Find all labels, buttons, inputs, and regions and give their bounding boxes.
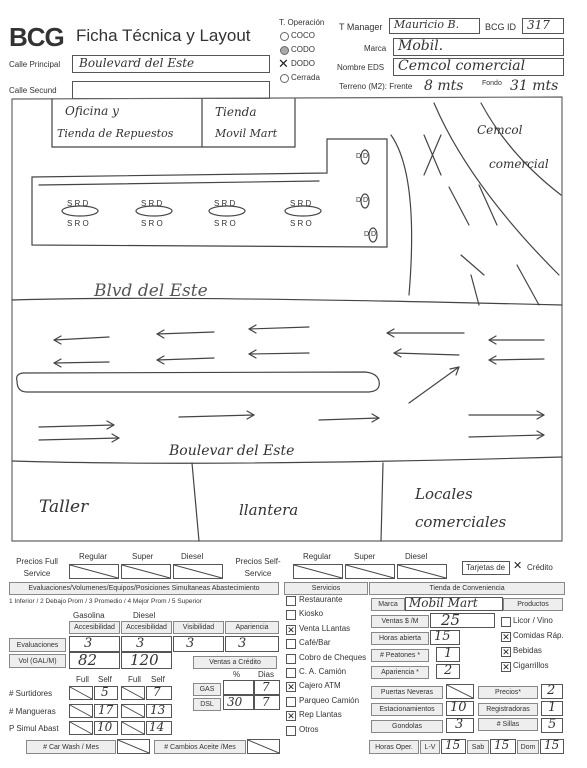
estacionamientos-field[interactable] bbox=[446, 701, 474, 716]
tarjetas-box bbox=[462, 561, 510, 575]
vol-value-gas: 82 bbox=[78, 651, 98, 669]
sab-value: 15 bbox=[494, 738, 510, 752]
gas-dias-value: 7 bbox=[262, 680, 270, 694]
evaluaciones-label: Evaluaciones bbox=[9, 638, 66, 652]
gas-credit-pct[interactable] bbox=[223, 680, 254, 695]
productos-header: Productos bbox=[503, 598, 563, 611]
gondolas-value: 3 bbox=[455, 717, 464, 732]
page-title: Ficha Técnica y Layout bbox=[76, 26, 251, 45]
horas-abierta-field[interactable] bbox=[430, 630, 460, 645]
sketch-blvd: Blvd del Este bbox=[94, 281, 208, 301]
layout-sketch bbox=[9, 95, 565, 545]
option-cerrada-label: Cerrada bbox=[291, 73, 320, 82]
marca-value: Mobil. bbox=[398, 38, 444, 54]
precios-full-regular-header: Regular bbox=[79, 552, 108, 561]
surtidores-gas-full[interactable] bbox=[69, 686, 93, 700]
apariencia-tienda-value: 2 bbox=[444, 663, 453, 678]
sketch-taller: Taller bbox=[39, 497, 89, 517]
eval-value-2: 3 bbox=[136, 636, 145, 651]
dom-label: Dom bbox=[517, 740, 539, 754]
eval-accesibilidad-dsl[interactable] bbox=[121, 636, 172, 652]
option-coco-label: COCO bbox=[291, 31, 315, 40]
producto-label: Licor / Vino bbox=[513, 616, 553, 625]
car-wash-label: # Car Wash / Mes bbox=[26, 740, 116, 754]
radio-cerrada[interactable] bbox=[280, 74, 289, 83]
servicio-checkbox[interactable]: ✕ bbox=[287, 711, 295, 722]
producto-checkbox[interactable]: ✕ bbox=[502, 647, 510, 657]
surtidores-dsl-self[interactable] bbox=[146, 686, 172, 700]
precios-full-diesel-header: Diesel bbox=[181, 552, 204, 561]
registradoras-label: Registradoras bbox=[478, 703, 538, 716]
surtidores-label: # Surtidores bbox=[9, 689, 53, 698]
terreno-frente-value: 8 mts bbox=[424, 78, 464, 94]
surtidores-gas-value: 5 bbox=[101, 685, 109, 699]
servicio-label: Rep Llantas bbox=[299, 710, 342, 720]
servicio-label: Cobro de Cheques bbox=[299, 652, 367, 662]
ventas-credito-header: Ventas a Crédito bbox=[193, 656, 277, 669]
servicio-checkbox[interactable] bbox=[286, 654, 296, 664]
dsl-credit-dias[interactable] bbox=[254, 695, 280, 710]
terreno-label: Terreno (M2): Frente bbox=[339, 82, 413, 91]
dom-value: 15 bbox=[544, 738, 560, 752]
lv-value: 15 bbox=[445, 738, 461, 752]
tienda-header: Tienda de Conveniencia bbox=[369, 582, 565, 595]
servicio-checkbox[interactable] bbox=[286, 596, 296, 606]
mangueras-dsl-self[interactable] bbox=[146, 704, 172, 718]
sillas-label: # Sillas bbox=[478, 718, 538, 731]
producto-checkbox[interactable] bbox=[501, 617, 511, 627]
sketch-locales: Locales bbox=[415, 485, 473, 503]
cambios-aceite-field[interactable] bbox=[247, 739, 280, 754]
precios-self-label: Precios Self-Service bbox=[235, 557, 281, 578]
servicio-checkbox[interactable] bbox=[286, 697, 296, 707]
gondolas-field[interactable] bbox=[446, 718, 474, 733]
surtidores-dsl-full[interactable] bbox=[121, 686, 145, 700]
eval-value-3: 3 bbox=[186, 636, 195, 651]
fondo-value: 31 mts bbox=[510, 78, 559, 94]
sketch-cemcol: Cemcol bbox=[477, 123, 523, 137]
eval-accesibilidad-gas[interactable] bbox=[69, 636, 120, 652]
precio-self-diesel[interactable] bbox=[397, 564, 447, 579]
gas-credit-dias[interactable] bbox=[254, 680, 280, 695]
calle-principal-value: Boulevard del Este bbox=[79, 56, 195, 70]
radio-coco[interactable] bbox=[280, 32, 289, 41]
peatones-field[interactable] bbox=[436, 647, 460, 662]
producto-label: Comidas Ráp. bbox=[513, 631, 564, 640]
sab-label: Sab bbox=[467, 740, 489, 754]
pump-island-4-bottom: S R O bbox=[290, 219, 312, 228]
dsl-credit-label: DSL bbox=[193, 698, 221, 711]
sketch-drawing bbox=[9, 95, 565, 545]
horas-abierta-value: 15 bbox=[434, 629, 451, 644]
credito-label: Crédito bbox=[527, 563, 553, 572]
bcg-id-field[interactable] bbox=[522, 18, 564, 34]
servicio-checkbox[interactable] bbox=[286, 668, 296, 678]
precios-tienda-value: 2 bbox=[547, 683, 556, 698]
sketch-cemcol2: comercial bbox=[489, 157, 549, 171]
nombre-eds-label: Nombre EDS bbox=[337, 63, 385, 72]
mangueras-dsl-full[interactable] bbox=[121, 704, 145, 718]
precios-self-regular-header: Regular bbox=[303, 552, 332, 561]
mangueras-gas-self[interactable] bbox=[94, 704, 118, 718]
precio-full-diesel[interactable] bbox=[173, 564, 223, 579]
simul-dsl-full[interactable] bbox=[121, 721, 145, 735]
servicio-label: Venta LLantas bbox=[299, 623, 351, 633]
dias-header: Dias bbox=[258, 670, 275, 679]
servicio-checkbox[interactable] bbox=[286, 639, 296, 649]
nombre-eds-field[interactable] bbox=[393, 58, 564, 76]
simul-gas-full[interactable] bbox=[69, 721, 93, 735]
producto-label: Bebidas bbox=[513, 646, 542, 655]
t-manager-value: Mauricio B. bbox=[394, 18, 460, 31]
peatones-label: # Peatones * bbox=[371, 649, 429, 662]
tienda-marca-value: Mobil Mart bbox=[409, 596, 478, 610]
pump-island-3-top: S R D bbox=[214, 199, 236, 208]
gondolas-label: Gondolas bbox=[371, 720, 443, 733]
mangueras-gas-value: 17 bbox=[98, 703, 114, 717]
side-pump-2: D D bbox=[356, 197, 369, 204]
fondo-label: Fondo bbox=[482, 80, 502, 87]
mangueras-dsl-value: 13 bbox=[150, 703, 166, 717]
simul-label: P Simul Abast bbox=[9, 724, 59, 733]
servicio-label: Cajero ATM bbox=[299, 681, 341, 691]
side-pump-1: D D bbox=[356, 153, 369, 160]
mangueras-gas-full[interactable] bbox=[69, 704, 93, 718]
self-header-dsl: Self bbox=[151, 675, 165, 684]
puertas-neveras-label: Puertas Neveras bbox=[371, 686, 443, 699]
visibilidad-header: Visibilidad bbox=[173, 621, 224, 634]
side-pump-3: D D bbox=[364, 231, 377, 238]
sketch-oficina: Oficina y bbox=[65, 104, 119, 118]
servicio-label: C. A. Camión bbox=[299, 667, 347, 676]
pump-island-1-top: S R D bbox=[67, 199, 89, 208]
brand-logo: BCG bbox=[9, 22, 64, 52]
sketch-tienda2: Movil Mart bbox=[215, 127, 278, 140]
precios-tienda-label: Precios* bbox=[478, 686, 538, 699]
eval-section-header: Evaluaciones/Volumenes/Equipos/Posiciones Simultaneas Abastecimiento bbox=[9, 582, 279, 595]
horas-abierta-label: Horas abierta bbox=[371, 632, 429, 645]
t-manager-label: T Manager bbox=[339, 22, 383, 32]
vol-gasolina[interactable] bbox=[69, 652, 120, 669]
registradoras-field[interactable] bbox=[541, 701, 563, 716]
t-manager-field[interactable] bbox=[389, 18, 480, 34]
estacionamientos-label: Estacionamientos bbox=[371, 703, 443, 716]
precio-self-regular[interactable] bbox=[293, 564, 343, 579]
estacionamientos-value: 10 bbox=[450, 700, 467, 715]
marca-field[interactable] bbox=[393, 38, 564, 56]
dsl-credit-pct[interactable] bbox=[223, 695, 254, 710]
simul-dsl-value: 14 bbox=[149, 720, 165, 734]
surtidores-dsl-value: 7 bbox=[153, 685, 161, 699]
servicio-checkbox[interactable]: ✕ bbox=[287, 682, 295, 693]
servicio-label: Restaurante bbox=[299, 595, 343, 604]
option-codo-label: CODO bbox=[291, 45, 315, 54]
servicio-checkbox[interactable]: ✕ bbox=[287, 624, 295, 635]
producto-checkbox[interactable]: ✕ bbox=[502, 662, 510, 672]
sketch-tienda: Tienda bbox=[215, 105, 257, 119]
ventas-label: Ventas $ /M bbox=[371, 615, 429, 628]
eval-value-4: 3 bbox=[238, 636, 247, 651]
eval-apariencia[interactable] bbox=[225, 636, 279, 652]
self-header-gas: Self bbox=[98, 675, 112, 684]
precio-self-super[interactable] bbox=[345, 564, 395, 579]
eval-value-1: 3 bbox=[84, 636, 93, 651]
surtidores-gas-self[interactable] bbox=[94, 686, 118, 700]
full-header-gas: Full bbox=[76, 675, 89, 684]
puertas-neveras-field[interactable] bbox=[446, 684, 474, 699]
dsl-pct-value: 30 bbox=[227, 695, 243, 709]
radio-codo[interactable] bbox=[280, 46, 289, 55]
precio-full-regular[interactable] bbox=[69, 564, 119, 579]
credito-checkbox[interactable]: ✕ bbox=[513, 560, 523, 572]
ventas-field[interactable] bbox=[430, 613, 495, 628]
precios-tienda-field[interactable] bbox=[541, 684, 563, 699]
registradoras-value: 1 bbox=[548, 700, 557, 715]
marca-label: Marca bbox=[364, 44, 387, 53]
full-header-dsl: Full bbox=[128, 675, 141, 684]
t-operacion-label: T. Operación bbox=[279, 18, 325, 27]
pump-island-4-top: S R D bbox=[290, 199, 312, 208]
servicio-label: Kiosko bbox=[299, 609, 324, 619]
dsl-dias-value: 7 bbox=[262, 695, 270, 709]
pct-header: % bbox=[233, 670, 241, 679]
gas-credit-label: GAS bbox=[193, 683, 221, 696]
lv-label: L-V bbox=[420, 740, 440, 754]
peatones-value: 1 bbox=[444, 646, 453, 661]
sketch-locales2: comerciales bbox=[415, 513, 507, 531]
pump-island-2-bottom: S R O bbox=[141, 219, 163, 228]
sillas-value: 5 bbox=[548, 717, 557, 732]
sab-field[interactable] bbox=[490, 739, 516, 754]
bcg-id-value: 317 bbox=[527, 18, 550, 32]
pump-island-2-top: S R D bbox=[141, 199, 163, 208]
precios-self-super-header: Super bbox=[354, 552, 376, 561]
cambios-aceite-label: # Cambios Aceite /Mes bbox=[154, 740, 246, 754]
pump-island-3-bottom: S R O bbox=[214, 219, 236, 228]
servicio-checkbox[interactable] bbox=[286, 610, 296, 620]
option-dodo-label: DODO bbox=[291, 59, 315, 68]
car-wash-field[interactable] bbox=[117, 739, 150, 754]
simul-dsl-self[interactable] bbox=[146, 721, 172, 735]
simul-gas-self[interactable] bbox=[94, 721, 118, 735]
servicio-checkbox[interactable] bbox=[286, 726, 296, 736]
precio-full-super[interactable] bbox=[121, 564, 171, 579]
apariencia-header: Apariencia bbox=[225, 621, 279, 634]
accesibilidad-dsl-header: Accesibilidad bbox=[121, 621, 172, 634]
tienda-marca-label: Marca bbox=[371, 598, 405, 611]
producto-checkbox[interactable]: ✕ bbox=[502, 632, 510, 642]
precios-full-super-header: Super bbox=[132, 552, 154, 561]
servicio-label: Otros bbox=[299, 724, 319, 734]
tarjetas-label: Tarjetas de bbox=[466, 563, 506, 572]
eval-visibilidad[interactable] bbox=[173, 636, 224, 652]
apariencia-tienda-field[interactable] bbox=[436, 664, 460, 679]
accesibilidad-gas-header: Accesibilidad bbox=[69, 621, 120, 634]
servicios-header: Servicios bbox=[284, 582, 368, 595]
precios-full-label: Precios Full Service bbox=[16, 557, 58, 578]
sketch-boulevar: Boulevar del Este bbox=[169, 443, 295, 459]
dom-field[interactable] bbox=[540, 739, 564, 754]
simul-gas-value: 10 bbox=[97, 720, 113, 734]
lv-field[interactable] bbox=[441, 739, 466, 754]
eval-scale: 1 Inferior / 2 Debajo Prom / 3 Promedio / 4 Mejor Prom / 5 Superior bbox=[9, 598, 202, 605]
pump-island-1-bottom: S R O bbox=[67, 219, 89, 228]
vol-value-dsl: 120 bbox=[130, 651, 159, 669]
radio-dodo-checked[interactable]: ✕ bbox=[278, 56, 289, 71]
sketch-llantera: llantera bbox=[239, 501, 299, 519]
gasolina-header: Gasolina bbox=[73, 611, 105, 620]
sketch-repuestos: Tienda de Repuestos bbox=[57, 127, 174, 140]
ventas-value: 25 bbox=[441, 611, 461, 629]
bcg-id-label: BCG ID bbox=[485, 22, 517, 32]
nombre-eds-value: Cemcol comercial bbox=[398, 58, 526, 74]
horas-oper-label: Horas Oper. bbox=[369, 740, 419, 754]
vol-diesel[interactable] bbox=[121, 652, 172, 669]
vol-label: Vol (GAL/M) bbox=[9, 654, 66, 668]
calle-principal-label: Calle Principal bbox=[9, 60, 61, 69]
mangueras-label: # Mangueras bbox=[9, 707, 56, 716]
apariencia-tienda-label: Apariencia * bbox=[371, 666, 429, 679]
diesel-header: Diesel bbox=[133, 611, 156, 620]
servicio-label: Café/Bar bbox=[299, 638, 331, 648]
servicio-label: Parqueo Camión bbox=[299, 695, 360, 705]
sillas-field[interactable] bbox=[541, 718, 563, 733]
producto-label: Cigarrillos bbox=[513, 661, 549, 670]
calle-secund-label: Calle Secund bbox=[9, 86, 57, 95]
calle-principal-field[interactable] bbox=[72, 55, 270, 73]
precios-self-diesel-header: Diesel bbox=[405, 552, 428, 561]
tienda-marca-field[interactable] bbox=[405, 597, 503, 611]
